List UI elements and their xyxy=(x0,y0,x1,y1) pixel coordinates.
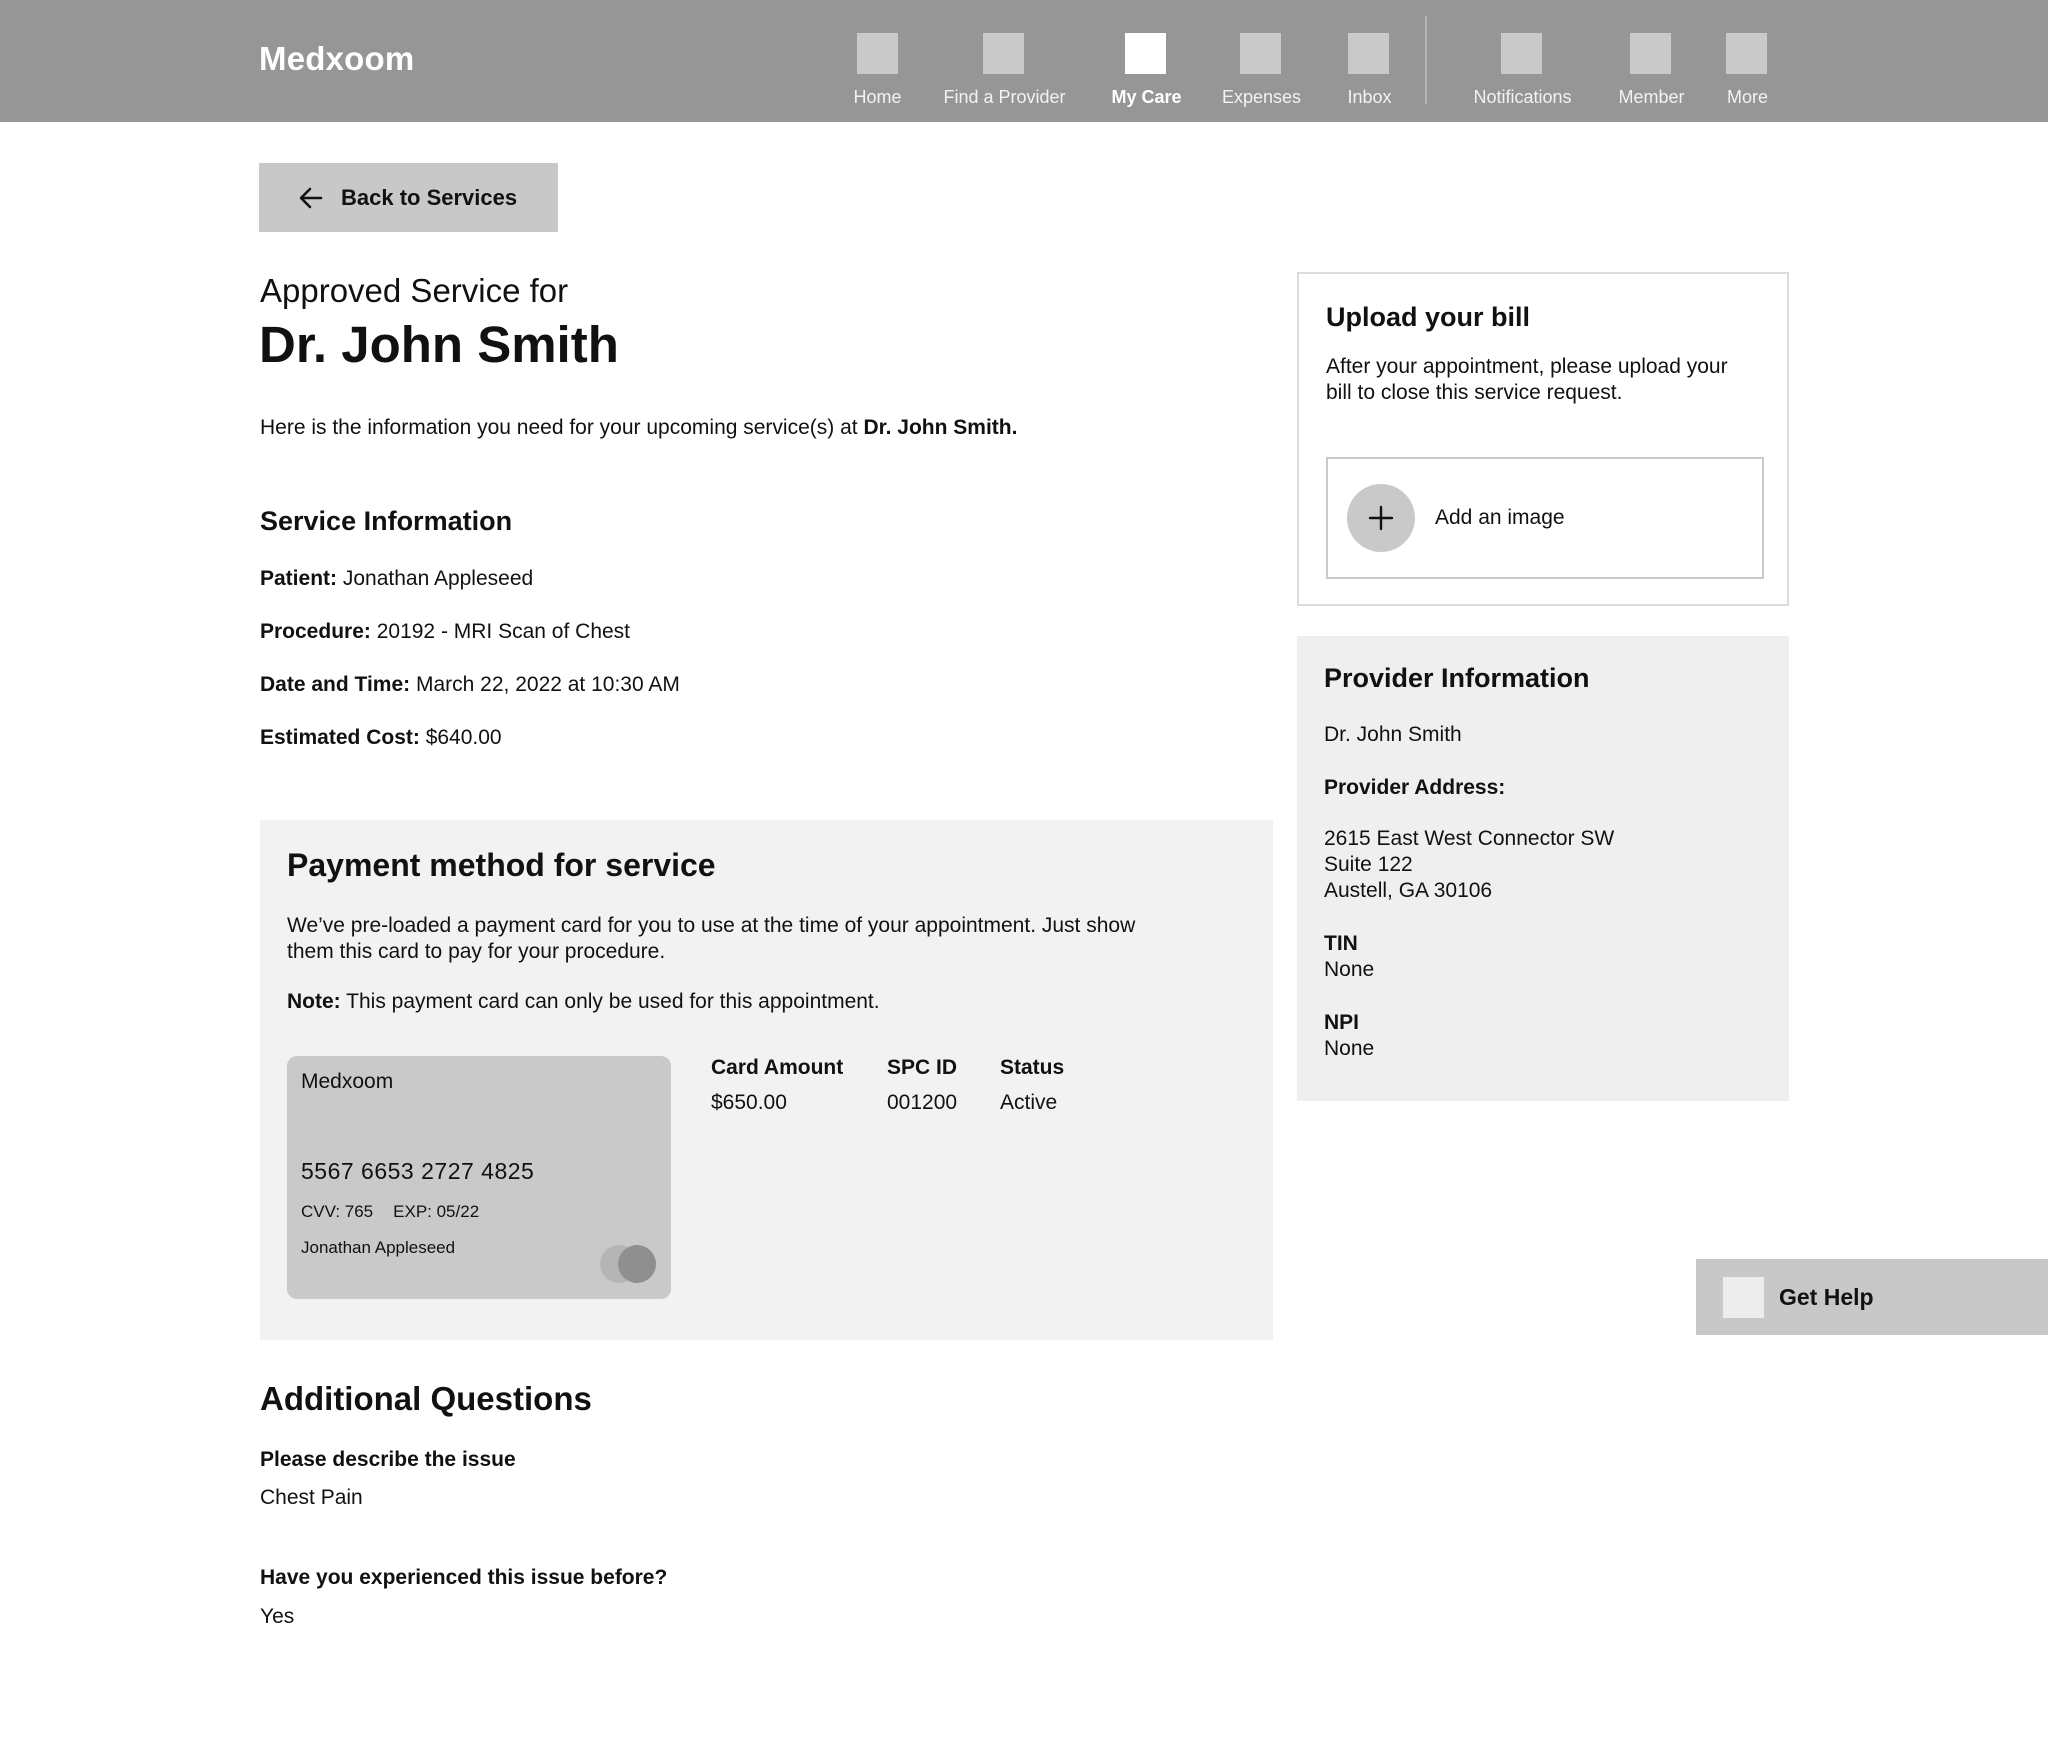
patient-value: Jonathan Appleseed xyxy=(342,567,534,590)
npi-label-row xyxy=(1324,1010,1359,1036)
upload-bill-text: After your appointment, please upload your bill to close this service request. xyxy=(1326,355,1728,404)
provider-info-heading: Provider Information xyxy=(1324,663,1590,693)
nav-notifications[interactable] xyxy=(1473,0,1572,122)
nav-expenses-label: Expenses xyxy=(1221,87,1302,107)
datetime-label: Date and Time: xyxy=(260,673,411,696)
question-2-label: Have you experienced this issue before? xyxy=(260,1566,668,1589)
estimated-cost-row xyxy=(260,726,502,750)
procedure-row xyxy=(260,620,630,644)
top-nav-bar xyxy=(0,0,2048,122)
intro-prefix: Here is the information you need for your upcoming service(s) at xyxy=(260,416,864,439)
payment-method-text: We’ve pre-loaded a payment card for you to use at the time of your appointment. Just show them this card to pay for your procedure. xyxy=(287,914,1136,963)
spc-id-header: SPC ID xyxy=(887,1056,958,1079)
notifications-icon xyxy=(1501,33,1542,74)
tin-label: TIN xyxy=(1324,932,1358,955)
plus-icon xyxy=(1347,484,1415,552)
npi-value: None xyxy=(1324,1037,1375,1060)
estimated-cost-value: $640.00 xyxy=(425,726,502,749)
question-2-answer: Yes xyxy=(260,1605,295,1628)
nav-home-label: Home xyxy=(853,87,902,107)
spc-id-value: 001200 xyxy=(887,1091,958,1114)
npi-label: NPI xyxy=(1324,1011,1360,1034)
tin-label-row xyxy=(1324,931,1358,957)
datetime-row xyxy=(260,673,680,697)
find-provider-icon xyxy=(983,33,1024,74)
payment-method-heading: Payment method for service xyxy=(287,847,716,883)
nav-divider xyxy=(1425,16,1427,104)
payment-note-text: This payment card can only be used for this appointment. xyxy=(346,990,880,1013)
patient-label: Patient: xyxy=(260,567,338,590)
inbox-icon xyxy=(1348,33,1389,74)
add-image-button[interactable] xyxy=(1326,457,1764,579)
page-eyebrow: Approved Service for xyxy=(260,272,569,309)
provider-address-label: Provider Address: xyxy=(1324,776,1506,799)
patient-row xyxy=(260,567,533,591)
status-column xyxy=(1000,1056,1065,1114)
nav-more-label: More xyxy=(1726,87,1769,107)
card-brand: Medxoom xyxy=(301,1070,394,1093)
provider-address-line-1: 2615 East West Connector SW xyxy=(1324,827,1615,850)
upload-bill-heading: Upload your bill xyxy=(1326,302,1531,332)
intro-provider-name: Dr. John Smith. xyxy=(863,416,1018,439)
nav-home[interactable] xyxy=(855,0,900,122)
card-exp: EXP: 05/22 xyxy=(393,1202,480,1221)
help-icon xyxy=(1723,1277,1764,1318)
nav-my-care[interactable] xyxy=(1111,0,1182,122)
status-value: Active xyxy=(1000,1091,1058,1114)
upload-bill-card xyxy=(1297,272,1789,606)
expenses-icon xyxy=(1240,33,1281,74)
page-title: Dr. John Smith xyxy=(259,316,619,373)
nav-inbox-label: Inbox xyxy=(1347,87,1392,107)
nav-member-label: Member xyxy=(1618,87,1685,107)
question-1-answer: Chest Pain xyxy=(260,1486,363,1509)
more-icon xyxy=(1726,33,1767,74)
payment-card[interactable] xyxy=(287,1056,671,1299)
back-to-services-button[interactable] xyxy=(259,163,558,232)
payment-method-panel xyxy=(260,820,1273,1340)
additional-questions-heading: Additional Questions xyxy=(260,1380,592,1417)
member-icon xyxy=(1630,33,1671,74)
tin-value: None xyxy=(1324,958,1375,981)
card-network-logo-icon xyxy=(598,1244,658,1284)
home-icon xyxy=(857,33,898,74)
nav-find-a-provider[interactable] xyxy=(943,0,1066,122)
add-image-label: Add an image xyxy=(1435,506,1565,529)
question-1-label: Please describe the issue xyxy=(260,1448,516,1471)
get-help-button[interactable] xyxy=(1696,1259,2048,1335)
provider-address-line-2: Suite 122 xyxy=(1324,853,1413,876)
provider-address-label-row xyxy=(1324,775,1505,801)
intro-text xyxy=(260,415,1060,441)
nav-expenses[interactable] xyxy=(1221,0,1302,122)
card-amount-header: Card Amount xyxy=(711,1056,844,1079)
card-number: 5567 6653 2727 4825 xyxy=(301,1158,535,1184)
card-cvv: CVV: 765 xyxy=(301,1202,374,1221)
back-to-services-label: Back to Services xyxy=(341,184,518,210)
card-amount-value: $650.00 xyxy=(711,1091,787,1114)
provider-name: Dr. John Smith xyxy=(1324,723,1462,746)
status-header: Status xyxy=(1000,1056,1065,1079)
nav-my-care-label: My Care xyxy=(1111,87,1182,107)
card-amount-column xyxy=(711,1056,844,1114)
nav-inbox[interactable] xyxy=(1347,0,1392,122)
get-help-label: Get Help xyxy=(1779,1283,1874,1310)
nav-more[interactable] xyxy=(1725,0,1770,122)
nav-find-a-provider-label: Find a Provider xyxy=(943,87,1066,107)
card-meta xyxy=(301,1202,479,1222)
nav-notifications-label: Notifications xyxy=(1473,87,1572,107)
payment-note-label: Note: xyxy=(287,990,341,1013)
my-care-icon xyxy=(1125,33,1166,74)
datetime-value: March 22, 2022 at 10:30 AM xyxy=(416,673,680,696)
provider-info-card xyxy=(1297,636,1789,1101)
procedure-value: 20192 - MRI Scan of Chest xyxy=(376,620,631,643)
nav-member[interactable] xyxy=(1618,0,1685,122)
payment-note xyxy=(287,990,880,1014)
spc-id-column xyxy=(887,1056,958,1114)
app-logo[interactable]: Medxoom xyxy=(259,40,415,77)
provider-address-line-3: Austell, GA 30106 xyxy=(1324,879,1493,902)
service-info-heading: Service Information xyxy=(260,506,513,536)
card-holder: Jonathan Appleseed xyxy=(301,1238,456,1257)
arrow-left-icon xyxy=(297,184,325,212)
estimated-cost-label: Estimated Cost: xyxy=(260,726,420,749)
procedure-label: Procedure: xyxy=(260,620,371,643)
